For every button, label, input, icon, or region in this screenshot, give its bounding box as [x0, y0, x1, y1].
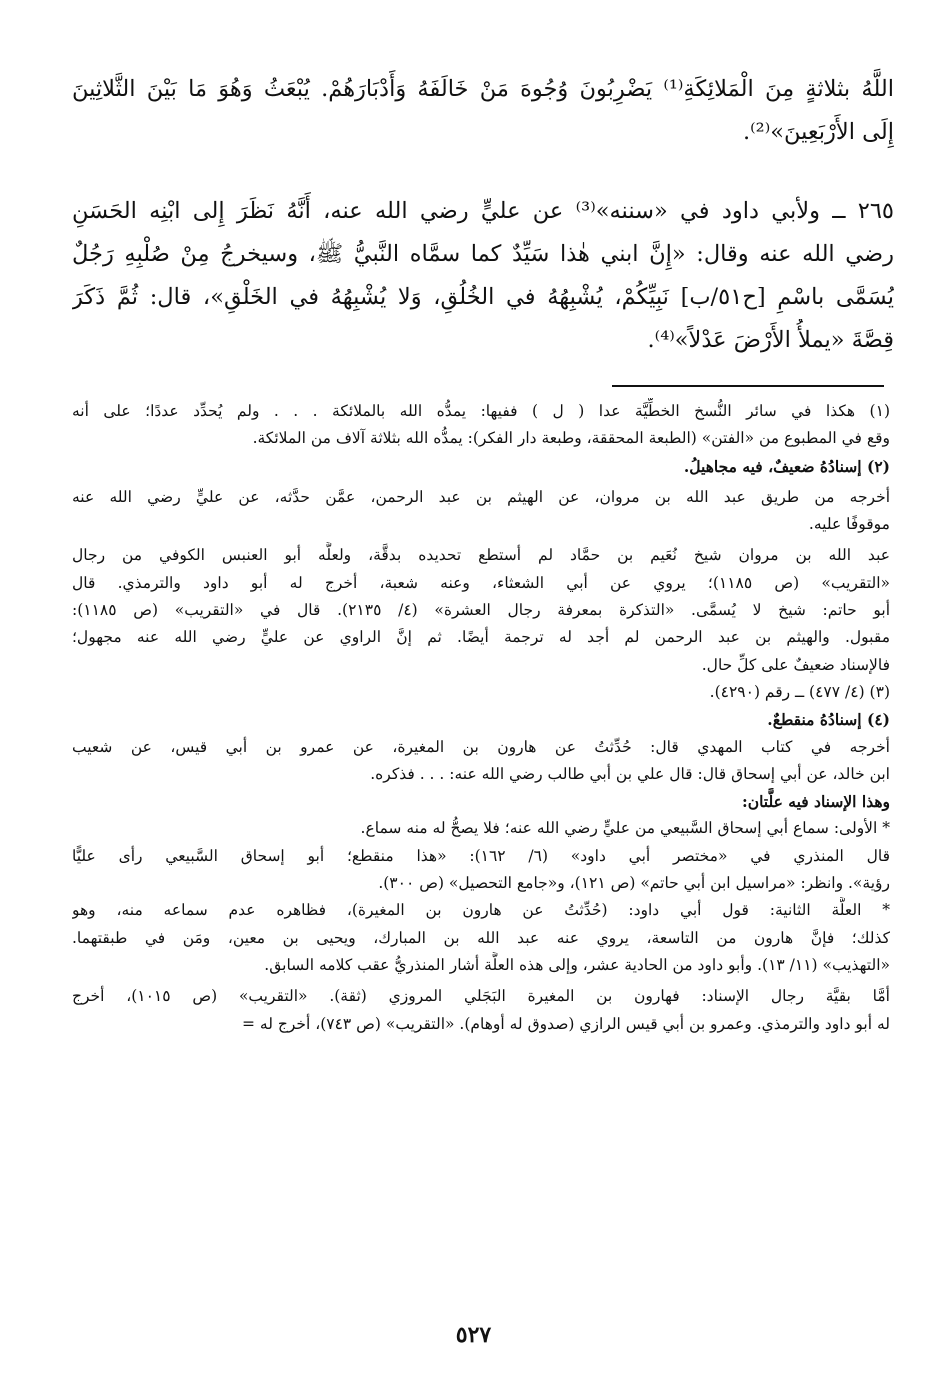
hadith-265	[72, 190, 894, 362]
footnote-1-line: (١) هكذا في سائر النُّسخ الخطِّيَّة عدا ( ل ) ففيها: يمدُّه الله بالملائكة . . . ولم يُحدِّد عددًا؛ على أنه	[72, 402, 890, 420]
main-text-block-1	[72, 68, 894, 154]
footnote-1-line: وقع في المطبوع من «الفتن» (الطبعة المحققة، وطبعة دار الفكر): يمدُّه الله بثلاثة آلاف من الملائكة.	[252, 429, 890, 448]
footnote-4-line: كذلك؛ فإنَّ هارون من التاسعة، يروي عنه عبد الله بن المبارك، ويحيى بن معين، ومَن في طبقتهما.	[72, 928, 890, 947]
footnote-2-heading: (٢) إسنادُهُ ضعيفٌ، فيه مجاهيلُ.	[683, 456, 890, 476]
footnote-2-line: عبد الله بن مروان شيخ نُعَيم بن حمَّاد لم أستطع تحديده بدقَّة، ولعلَّه أبو العنبس الكوفي من رجال	[72, 546, 890, 565]
text-line: ٢٦٥ ــ ولأبي داود في «سننه»⁽³⁾ عن عليٍّ رضي الله عنه، أَنَّهُ نَظَرَ إِلى ابْنِه الحَسَنِ	[72, 198, 894, 224]
text-line: إِلَى الأَرْبَعِينَ»⁽²⁾.	[742, 119, 894, 145]
text-line: قِصَّةَ «يملأُ الأَرْضَ عَدْلاً»⁽⁴⁾.	[647, 327, 894, 353]
footnote-2-line: موقوفًا عليه.	[808, 515, 890, 534]
footnote-4-line: له أبو داود والترمذي. وعمرو بن أبي قيس الرازي (صدوق له أوهام). «التقريب» (ص ٧٤٣)، أخرج له =	[241, 1014, 890, 1033]
text-line: رضي الله عنه وقال: «إِنَّ ابني هٰذا سَيِّدٌ كما سمَّاه النَّبيُّ ﷺ، وسيخرجُ مِنْ صُلْبِهِ رَجُلٌ	[72, 241, 894, 267]
text-line: اللَّهُ بثلاثةٍ مِنَ الْمَلائِكَةِ⁽¹⁾ يَضْرِبُونَ وُجُوهَ مَنْ خَالَفَهُ وَأَدْبَارَهُمْ. يُبْعَثُ وَهُوَ مَا بَيْنَ الثَّلاثِينَ	[72, 76, 894, 102]
text-line: يُسَمَّى باسْمِ [ح٥١/ب] نَبِيِّكُمْ، يُشْبِهُهُ في الخُلُقِ، وَلا يُشْبِهُهُ في الخَلْقِ»، قال: ثُمَّ ذَكَرَ	[72, 284, 894, 310]
footnote-2-line: مقبول. والهيثم بن عبد الرحمن لم أجد له ترجمة أيضًا. ثم إنَّ الراوي عن عليٍّ رضي الله عنه مجهول؛	[72, 628, 890, 647]
footnote-4-heading: (٤) إسنادُهُ منقطعٌ.	[767, 710, 890, 730]
footnote-4-line: رؤية». وانظر: «مراسيل ابن أبي حاتم» (ص ١٢١)، و«جامع التحصيل» (ص ٣٠٠).	[378, 874, 890, 893]
footnote-separator	[612, 385, 884, 387]
footnote-2-line: أبو حاتم: شيخ لا يُسمَّى. «التذكرة بمعرفة رجال العشرة» (٤/ ٢١٣٥). قال في «التقريب» (ص ١١٨٥):	[72, 601, 890, 620]
footnote-2-line: أخرجه من طريق عبد الله بن مروان، عن الهيثم بن عبد الرحمن، عمَّن حدَّثه، عن عليٍّ رضي الله عنه	[72, 487, 890, 506]
footnote-4-line: «التهذيب» (١١/ ١٣). وأبو داود من الحادية عشر، وإلى هذه العلَّة أشار المنذريُّ عقب كلامه السابق.	[264, 955, 890, 974]
footnote-4-line: * الأولى: سماع أبي إسحاق السَّبيعي من عليٍّ رضي الله عنه؛ فلا يصحُّ له منه سماع.	[360, 819, 890, 838]
page-number: ٥٢٧	[455, 1322, 492, 1348]
footnote-4-line: * العلَّة الثانية: قول أبي داود: (حُدِّثتُ عن هارون بن المغيرة)، فظاهره عدم سماعه منه، وهو	[72, 901, 890, 920]
footnote-4-line: أمَّا بقيَّة رجال الإسناد: فهارون بن المغيرة البَجَلي المروزي (ثقة). «التقريب» (ص ١٠١٥)، أخرج	[72, 987, 890, 1006]
footnote-4-line: قال المنذري في «مختصر أبي داود» (٦/ ١٦٢): «هذا منقطع؛ أبو إسحاق السَّبيعي رأى عليًّا	[72, 846, 890, 865]
footnote-2-line: فالإسناد ضعيفٌ على كلِّ حال.	[701, 655, 890, 674]
footnote-2-line: «التقريب» (ص ١١٨٥)؛ يروي عن أبي الشعثاء، وعنه شعبة، أخرج له أبو داود والترمذي. قال	[72, 573, 890, 592]
footnote-4-line: ابن خالد، عن أبي إسحاق قال: قال علي بن أبي طالب رضي الله عنه: . . . فذكره.	[370, 764, 890, 783]
footnote-3: (٣) (٤/ ٤٧٧) ــ رقم (٤٢٩٠).	[709, 682, 890, 701]
footnote-4-line: وهذا الإسناد فيه علَّتان:	[741, 792, 890, 812]
footnote-4-line: أخرجه في كتاب المهدي قال: حُدِّثتُ عن هارون بن المغيرة، عن عمرو بن أبي قيس، عن شعيب	[72, 737, 890, 756]
footnotes	[72, 398, 890, 1038]
